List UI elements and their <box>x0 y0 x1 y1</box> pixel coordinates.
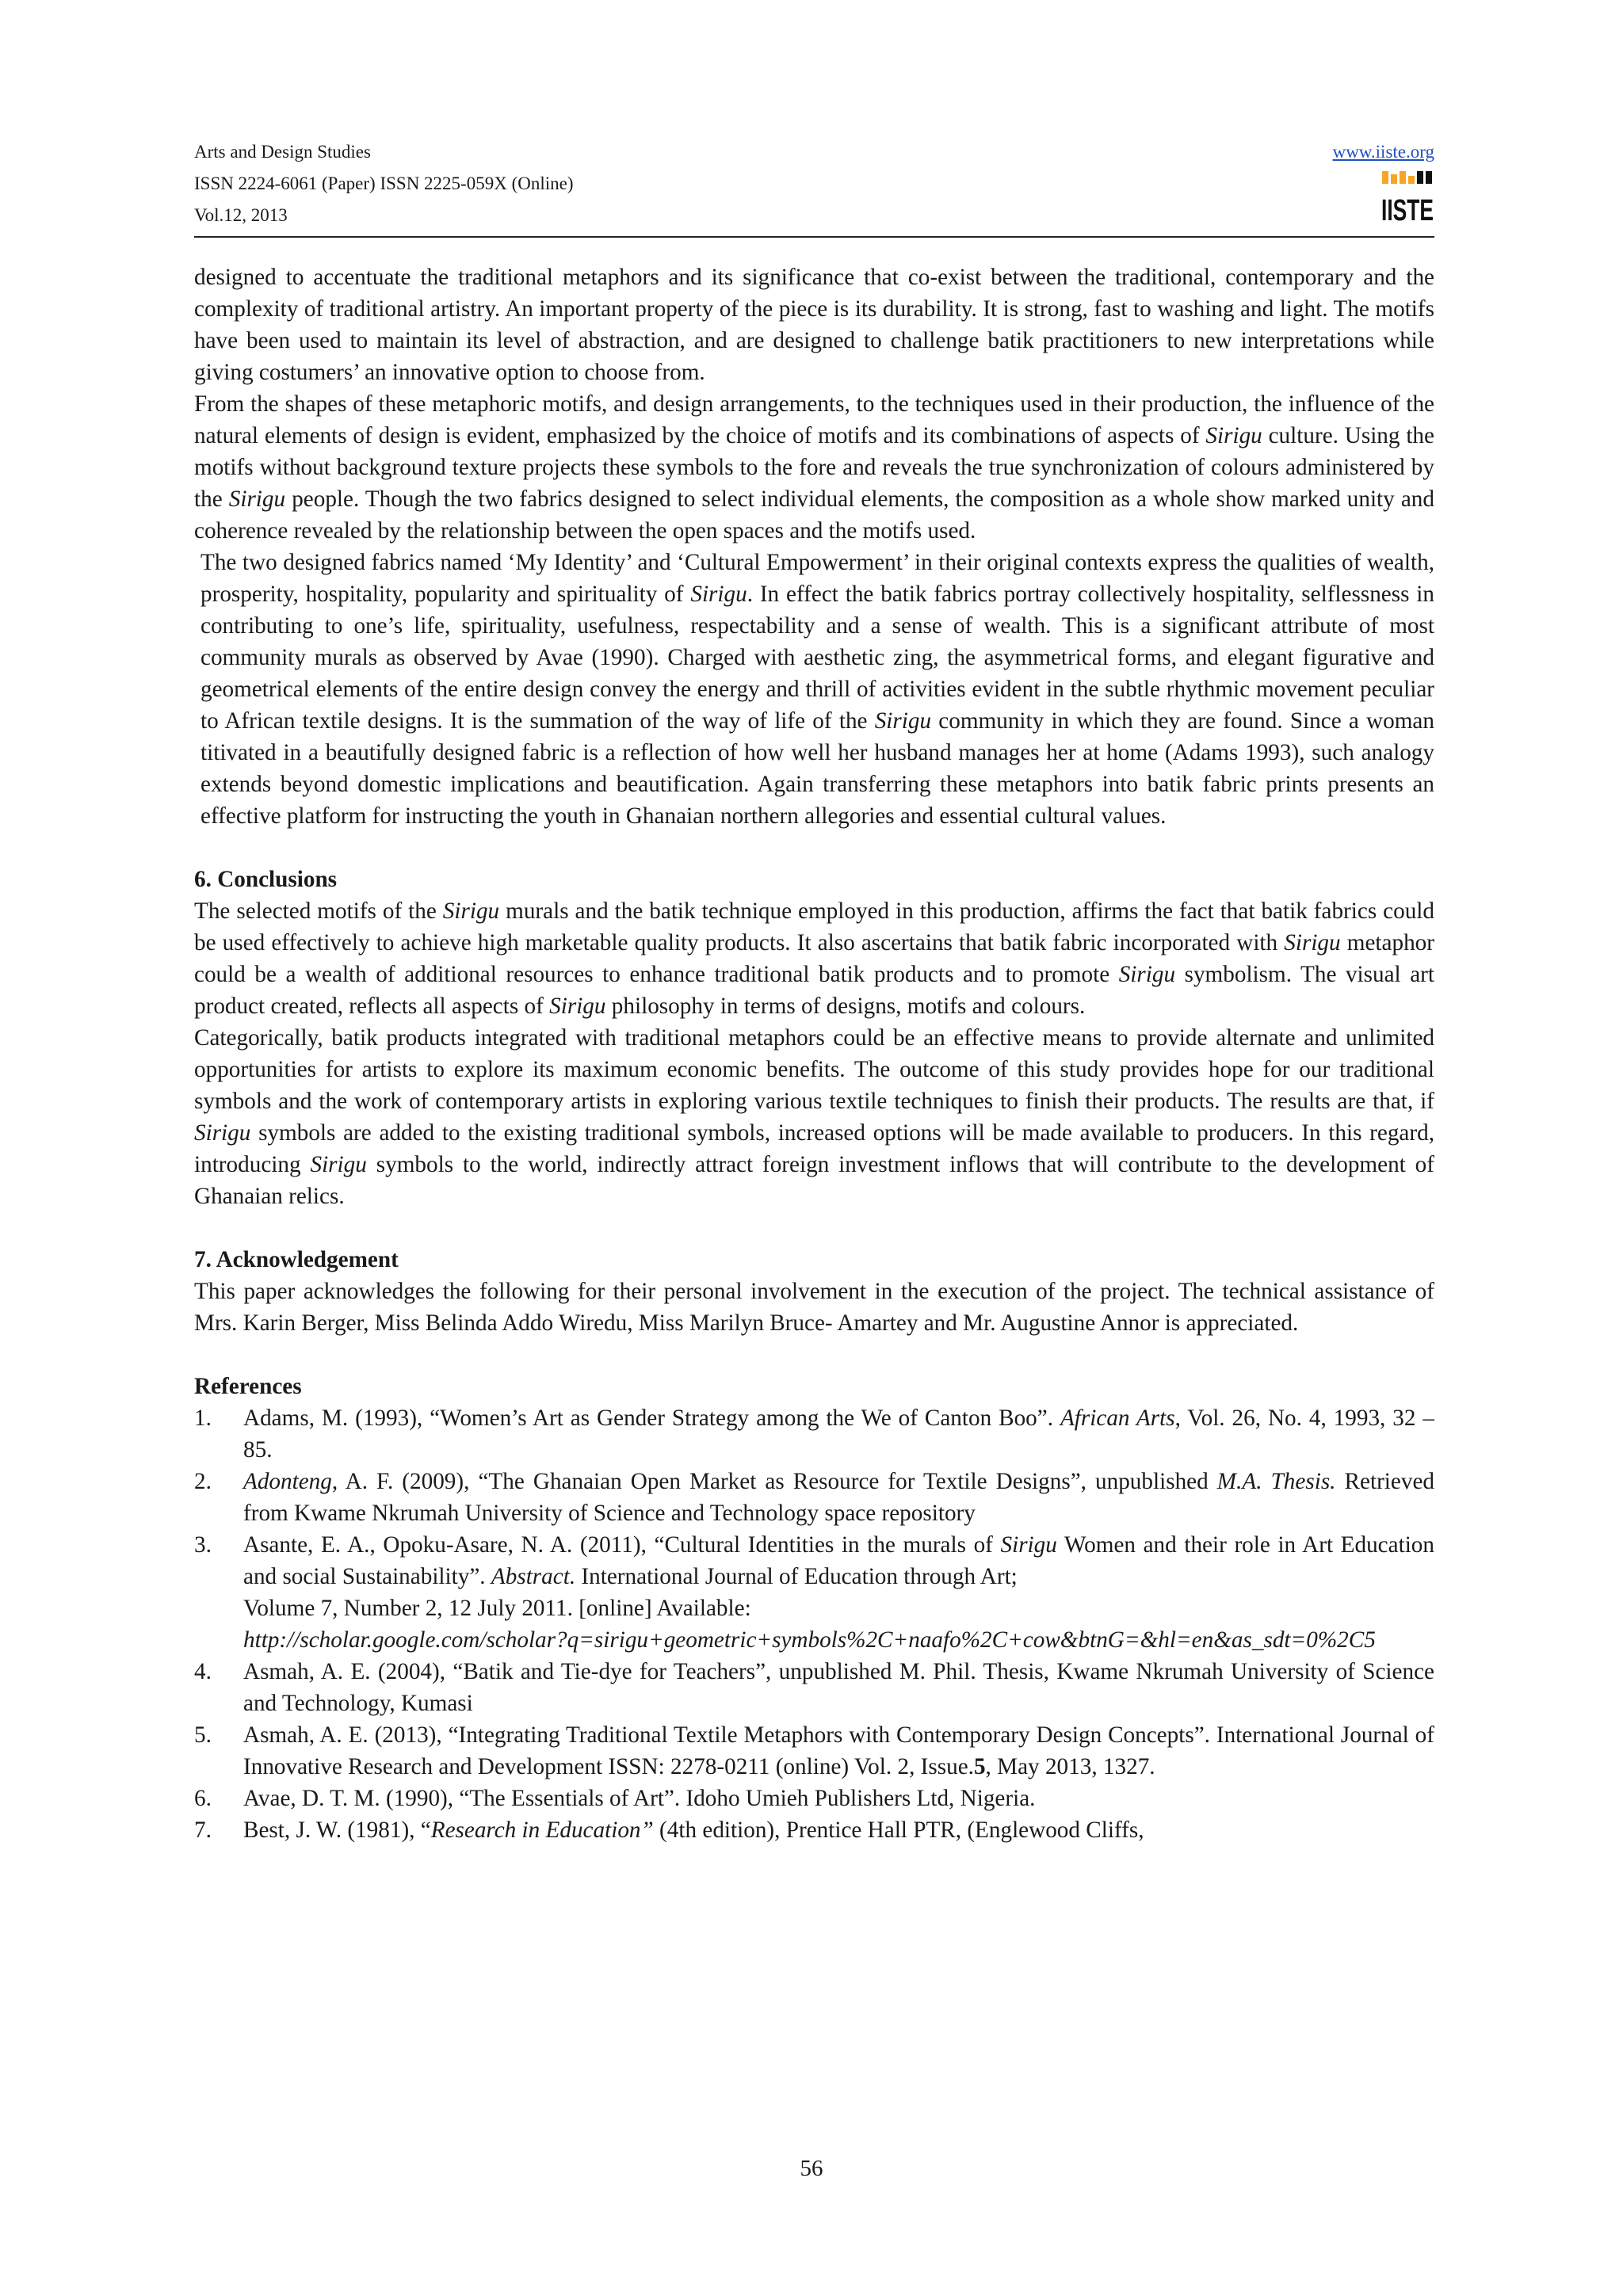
journal-name: Arts and Design Studies <box>194 142 371 162</box>
reference-url[interactable]: http://scholar.google.com/scholar?q=sirigu+geometric+symbols%2C+naafo%2C+cow&btnG=&hl=en&as_sdt=0%2C5 <box>243 1627 1376 1653</box>
logo-text: IISTE <box>1381 194 1434 227</box>
reference-item: 5. Asmah, A. E. (2013), “Integrating Traditional Textile Metaphors with Contemporary Design Concepts”. International Journal of Innovative Research and Development ISSN: 2278-0211 (online) Vol. 2, Issue.5, May 2013, 1327. <box>194 1719 1434 1783</box>
section-heading-acknowledgement: 7. Acknowledgement <box>194 1247 399 1272</box>
paragraph-conclusions-1: The selected motifs of the Sirigu murals and the batik technique employed in this production, affirms the fact that batik fabrics could be used effectively to achieve high marketable quality products. It also ascertains that batik fabric incorporated with Sirigu metaphor could be a wealth of additional resources to enhance traditional batik products and to promote Sirigu symbolism. The visual art product created, reflects all aspects of Sirigu philosophy in terms of designs, motifs and colours. <box>194 898 1434 1019</box>
reference-item: 3. Asante, E. A., Opoku-Asare, N. A. (2011), “Cultural Identities in the murals of Sirigu Women and their role in Art Education and social Sustainability”. Abstract. International Journal of Education through Art; Volume 7, Number 2, 12 July 2011. [online] Available: http://scholar.google.com/scholar?q=sirigu+geometric+symbols%2C+naafo%2C+cow&btnG=&hl=en&as_sdt=0%2C5 <box>194 1529 1434 1656</box>
volume-line: Vol.12, 2013 <box>194 205 288 225</box>
reference-item: 4. Asmah, A. E. (2004), “Batik and Tie-dye for Teachers”, unpublished M. Phil. Thesis, Kwame Nkrumah University of Science and Technology, Kumasi <box>194 1656 1434 1719</box>
reference-item: 7. Best, J. W. (1981), “Research in Education” (4th edition), Prentice Hall PTR, (Englewood Cliffs, <box>194 1814 1434 1846</box>
article-body <box>194 261 1434 1846</box>
reference-item: 2. Adonteng, A. F. (2009), “The Ghanaian Open Market as Resource for Textile Designs”, unpublished M.A. Thesis. Retrieved from Kwame Nkrumah University of Science and Technology space repository <box>194 1466 1434 1529</box>
reference-number: 6. <box>194 1786 212 1811</box>
section-heading-conclusions: 6. Conclusions <box>194 867 338 892</box>
paragraph-conclusions-2: Categorically, batik products integrated with traditional metaphors could be an effective means to provide alternate and unlimited opportunities for artists to explore its maximum economic benefits. The outcome of this study provides hope for our traditional symbols and the work of contemporary artists in exploring various textile techniques to finish their products. The results are that, if Sirigu symbols are added to the existing traditional symbols, increased options will be made available to producers. In this regard, introducing Sirigu symbols to the world, indirectly attract foreign investment inflows that will contribute to the development of Ghanaian relics. <box>194 1025 1434 1209</box>
reference-number: 2. <box>194 1469 212 1494</box>
paragraph-acknowledgement: This paper acknowledges the following for their personal involvement in the execution of the project. The technical assistance of Mrs. Karin Berger, Miss Belinda Addo Wiredu, Miss Marilyn Bruce- Amartey and Mr. Augustine Annor is appreciated. <box>194 1279 1434 1336</box>
paragraph-fabrics: The two designed fabrics named ‘My Identity’ and ‘Cultural Empowerment’ in their original contexts express the qualities of wealth, prosperity, hospitality, popularity and spirituality of Sirigu. In effect the batik fabrics portray collectively hospitality, selflessness in contributing to one’s life, spirituality, usefulness, respectability and a sense of wealth. This is a significant attribute of most community murals as observed by Avae (1990). Charged with aesthetic zing, the asymmetrical forms, and elegant figurative and geometrical elements of the entire design convey the energy and thrill of activities evident in the subtle rhythmic movement peculiar to African textile designs. It is the summation of the way of life of the Sirigu community in which they are found. Since a woman titivated in a beautifully designed fabric is a reflection of how well her husband manages her at home (Adams 1993), such analogy extends beyond domestic implications and beautification. Again transferring these metaphors into batik fabric prints presents an effective platform for instructing the youth in Ghanaian northern allegories and essential cultural values. <box>200 550 1435 829</box>
header-divider <box>194 236 1434 238</box>
reference-number: 1. <box>194 1405 212 1431</box>
running-header <box>194 136 574 231</box>
reference-number: 4. <box>194 1659 212 1684</box>
paragraph-continued: designed to accentuate the traditional metaphors and its significance that co-exist between the traditional, contemporary and the complexity of traditional artistry. An important property of the piece is its durability. It is strong, fast to washing and light. The motifs have been used to maintain its level of abstraction, and are designed to challenge batik practitioners to new interpretations while giving costumers’ an innovative option to choose from. <box>194 265 1434 385</box>
reference-number: 7. <box>194 1817 212 1843</box>
reference-item: 1. Adams, M. (1993), “Women’s Art as Gender Strategy among the We of Canton Boo”. African Arts, Vol. 26, No. 4, 1993, 32 – 85. <box>194 1402 1434 1466</box>
page-number: 56 <box>800 2156 823 2181</box>
reference-number: 3. <box>194 1532 212 1558</box>
issn-line: ISSN 2224-6061 (Paper) ISSN 2225-059X (Online) <box>194 174 574 193</box>
reference-list <box>194 1402 1434 1846</box>
website-link[interactable]: www.iiste.org <box>1332 142 1434 162</box>
section-heading-references: References <box>194 1374 302 1399</box>
reference-item: 6. Avae, D. T. M. (1990), “The Essentials of Art”. Idoho Umieh Publishers Ltd, Nigeria. <box>194 1783 1434 1814</box>
reference-number: 5. <box>194 1722 212 1748</box>
paragraph-motifs: From the shapes of these metaphoric motifs, and design arrangements, to the techniques used in their production, the influence of the natural elements of design is evident, emphasized by the choice of motifs and its combinations of aspects of Sirigu culture. Using the motifs without background texture projects these symbols to the fore and reveals the true synchronization of colours administered by the Sirigu people. Though the two fabrics designed to select individual elements, the composition as a whole show marked unity and coherence revealed by the relationship between the open spaces and the motifs used. <box>194 391 1434 543</box>
iiste-logo <box>1381 170 1434 227</box>
